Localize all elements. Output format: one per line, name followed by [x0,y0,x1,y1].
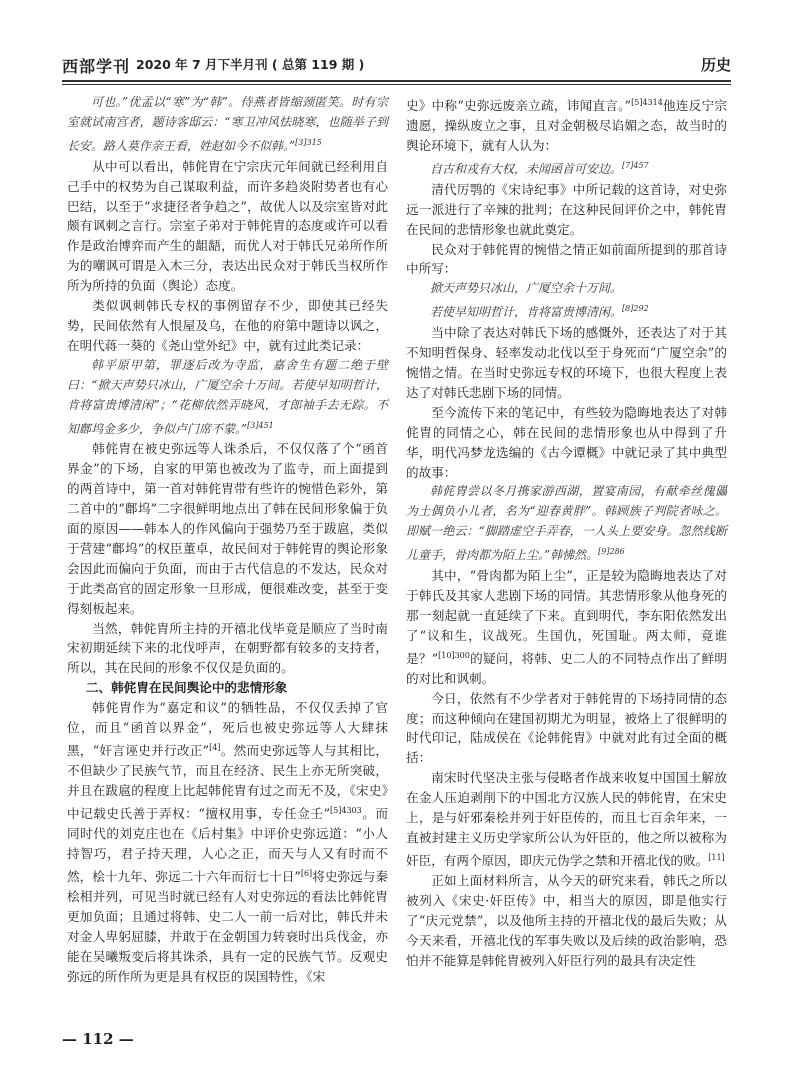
citation-marker: [11] [708,852,725,862]
paragraph-text: 史》中称“史弥远废亲立疏，讳闻直言。” [406,98,632,114]
citation-marker: [3]451 [247,420,274,430]
paragraph-text: 。然而史弥远等人与其相比，不但缺少了民族气节，而且在经济、民生上亦无所突破，并且在跋扈的程度上比起韩侂胄有过之而无不及，《宋史》中记载史氏善于弄权：“擅权用事，专任佥壬” [67,743,388,822]
header-rule-thin [62,84,731,85]
paragraph [406,871,727,971]
paragraph [67,296,388,356]
paragraph-text: 二、韩侂胄在民间舆论中的悲情形象 [85,680,288,696]
paragraph [406,240,727,280]
paragraph-text: 今日，依然有不少学者对于韩侂胄的下场持同情的态度；而这种倾向在建国初期尤为明显，被烙上了很鲜明的时代印记，陆成侯在《论韩侂胄》中就对此有过全面的概括： [406,690,727,766]
citation-marker: [9]286 [598,547,625,557]
paragraph [67,157,388,296]
left-column [67,93,388,986]
paragraph [406,323,727,403]
paragraph [406,689,727,769]
citation-marker: [4] [209,743,221,752]
citation-marker: [5]4303 [330,805,362,815]
right-column [406,93,727,971]
issue-info: 2020 年 7 月下半月刊 ( 总第 119 期 ) [136,57,365,72]
paragraph [67,439,388,618]
paragraph-text: 可也。”优孟以“寒”为“韩”。侍燕者皆缩颈匿笑。时有宗室就试南宫者，题诗客邸云：“寒卫冲风怯晓寒，也随举子到长安。路人莫作亲王看，姓赵如今不似韩。” [67,95,388,153]
paragraph-text: 至今流传下来的笔记中，有些较为隐晦地表达了对韩侂胄的同情之心，韩在民间的悲情形象也从中得到了升华，明代冯梦龙选编的《古今谭概》中就记录了其中典型的故事： [406,404,727,480]
paragraph-text: 。而同时代的刘克庄也在《后村集》中评价史弥远道：“小人持智巧，君子持天理，人心之正，而天与人又有时而不然，桧十九年、弥远二十六年而衍七十日” [67,806,388,884]
paragraph [406,768,727,871]
paragraph-text: 将史弥远与秦桧相并列，可见当时就已经有人对史弥远的看法比韩侂胄更加负面；且通过将韩、史二人一前一后对比，韩氏并未对金人卑躬屈膝，并敢于在金朝国力转衰时出兵伐金，亦能在吴曦叛变后将其诛杀，具有一定的民族气节。反观史弥远的所作所为更是具有权臣的误国特性，《宋 [67,869,388,984]
paragraph-text: 韩侂胄作为“嘉定和议”的牺牲品，不仅仅丢掉了官位，而且“函首以界金”，死后也被史弥远等人大肆抹黑，“奸言诬史并行改正” [67,700,388,759]
paragraph-text: 清代厉鹗的《宋诗纪事》中所记载的这首诗，对史弥远一派进行了辛辣的批判；在这种民间评价之中，韩侂胄在民间的悲情形象也就此奠定。 [406,181,727,237]
paragraph-text: 他连反宁宗遗愿，操纵废立之事，且对金朝极尽谄媚之态，故当时的舆论环境下，就有人认为： [406,98,728,153]
paragraph [67,698,388,986]
paragraph-text: 的疑问，将韩、史二人的不同特点作出了鲜明的对比和讽刺。 [406,650,727,686]
block-quote [406,279,727,299]
citation-marker: [3]315 [295,137,322,147]
paragraph [67,619,388,679]
block-quote [406,156,727,180]
paragraph-text: 正如上面材料所言，从今天的研究来看，韩氏之所以被列入《宋史·奸臣传》中，相当大的原因，即是他实行了“庆元党禁”，以及他所主持的开禧北伐的最后失败；从今天来看，开禧北伐的军事失败以及后续的政治影响，恐怕并不能算是韩侂胄被列入奸臣行列的最具有决定性 [406,873,727,968]
section-subheading [67,678,388,698]
paragraph [406,180,727,240]
paragraph-text: 自古和戎有大权，未闻函首可安边。 [430,161,623,176]
section-title: 历史 [700,56,731,74]
paragraph-text: 类似讽刺韩氏专权的事例留存不少，即使其已经失势，民间依然有人恨屋及乌，在他的府第中题诗以讽之，在明代蒋一葵的《尧山堂外纪》中，就有过此类记录： [67,298,388,353]
paragraph-text: 韩平原甲第，罪逐后改为寺监，嘉舍生有题二绝于壁曰：“掀天声势只冰山，广厦空余十万间。若使早知明哲计，肯将富贵博清闲”；“花柳依然弄晓风，才郎袖手去无踪。不知鄜坞金多少，争似卢门席不蒙。” [67,357,388,436]
page-number: — 112 — [62,1030,134,1048]
paragraph-text: 掀天声势只冰山，广厦空余十万间。 [430,281,623,296]
block-quote [67,356,388,440]
citation-marker: [7]457 [622,160,649,170]
citation-marker: [5]4314 [631,98,663,107]
block-quote [406,299,727,323]
header-rule [62,80,731,82]
journal-logo: 西部学刊 [62,57,131,76]
running-header [62,48,731,82]
paragraph-text: 其中，“骨肉都为陌上尘”，正是较为隐晦地表达了对于韩氏及其家人悲剧下场的同情。其悲情形象从他身死的那一刻起就一直延续了下来。直到明代，李东阳依然发出了“议和生，议战死。生国仇，死国耻。两太师，竟谁是？” [406,568,727,666]
block-quote [406,482,727,566]
paragraph-text: 韩侂胄尝以冬月携家游西湖，置宴南园，有献牵丝傀儡为土偶负小儿者，名为“迎春黄胖”。韩顾族子判院者咏之。即赋一绝云：“脚踏虚空手弄春，一人头上要安身。忽然线断儿童手，骨肉都为陌上尘。”韩怫然。 [406,484,727,563]
block-quote [67,93,388,157]
paragraph-text: 若使早知明哲计，肯将富贵博清闲。 [430,305,623,320]
paragraph [406,566,727,689]
paragraph-text: 韩侂胄在被史弥远等人诛杀后，不仅仅落了个“函首界金”的下场，自家的甲第也被改为了监寺，而上面提到的两首诗中，第一首对韩侂胄带有些许的惋惜色彩外，第二首中的“鄜坞”二字很鲜明地点出了韩在民间形象偏于负面的原因——韩本人的作风偏向于强势乃至于跋扈，类似于营建“鄜坞”的权臣董卓，故民间对于韩侂胄的舆论形象会因此而偏向于负面，而由于古代信息的不发达，民众对于此类高官的固定形象一旦形成，便很难改变，甚至于变得刻板起来。 [67,441,388,616]
paragraph-text: 民众对于韩侂胄的惋惜之情正如前面所提到的那首诗中所写： [406,241,727,277]
paragraph [406,403,727,483]
paragraph [406,93,727,156]
paragraph-text: 南宋时代坚决主张与侵略者作战来收复中国国土解放在金人压迫剥削下的中国北方汉族人民的韩侂胄，在宋史上，是与奸邪秦桧并列于奸臣传的，而且七百余年来，一直被封建主义历史学家所公认为奸臣的，他之所以被称为奸臣，有两个原因，即庆元伪学之禁和开禧北伐的败。 [406,770,727,869]
citation-marker: [10]300 [438,650,470,660]
paragraph-text: 当然，韩侂胄所主持的开禧北伐毕竟是顺应了当时南宋初期延续下来的北伐呼声，在朝野都有较多的支持者，所以，其在民间的形象不仅仅是负面的。 [67,620,388,676]
paragraph-text: 当中除了表达对韩氏下场的感慨外，还表达了对于其不知明哲保身、轻率发动北伐以至于身死而“广厦空余”的惋惜之情。在当时史弥远专权的环境下，也很大程度上表达了对韩氏悲剧下场的同情。 [406,325,727,400]
citation-marker: [8]292 [622,304,649,314]
paragraph-text: 从中可以看出，韩侂胄在宁宗庆元年间就已经利用自己手中的权势为自己谋取利益，而许多趋炎附势者也有心巴结，以至于“求捷径者争趋之”，故优人以及宗室皆对此颇有讽刺之言行。宗室子弟对于韩侂胄的态度或许可以看作是政治博弈而产生的龃龉，而优人对于韩氏兄弟所作所为的嘲讽可谓是入木三分，表达出民众对于韩氏当权所作所为所持的负面（舆论）态度。 [67,158,388,294]
citation-marker: [6] [300,868,313,878]
